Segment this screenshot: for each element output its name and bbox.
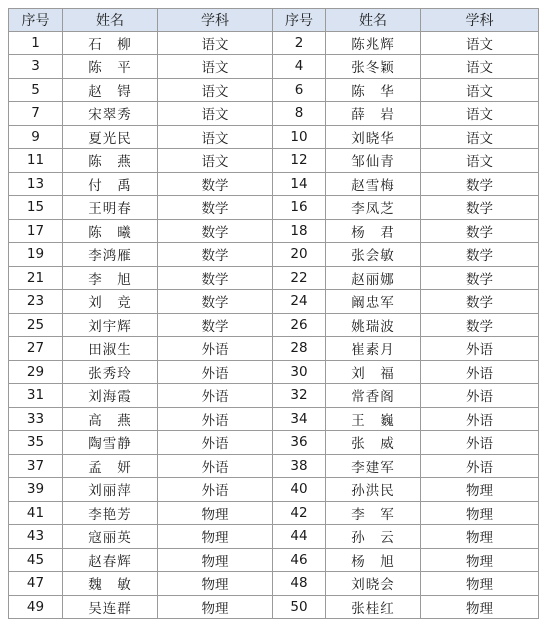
table-row xyxy=(9,595,539,619)
cell-subject-right: 物理 xyxy=(421,572,539,596)
cell-name-right: 张冬颖 xyxy=(326,55,421,79)
table-row xyxy=(9,149,539,173)
cell-number-right: 44 xyxy=(273,525,326,549)
cell-name-right: 姚瑞波 xyxy=(326,313,421,337)
cell-name-left: 陈 平 xyxy=(63,55,158,79)
cell-name-left: 石 柳 xyxy=(63,31,158,55)
cell-number-right: 26 xyxy=(273,313,326,337)
table-row xyxy=(9,548,539,572)
cell-name-left: 刘丽萍 xyxy=(63,478,158,502)
cell-subject-left: 外语 xyxy=(158,360,273,384)
cell-number-right: 30 xyxy=(273,360,326,384)
cell-number-left: 23 xyxy=(9,290,63,314)
cell-name-right: 孙洪民 xyxy=(326,478,421,502)
cell-subject-left: 语文 xyxy=(158,31,273,55)
cell-subject-left: 物理 xyxy=(158,525,273,549)
cell-name-right: 刘晓华 xyxy=(326,125,421,149)
cell-subject-right: 语文 xyxy=(421,125,539,149)
cell-number-left: 49 xyxy=(9,595,63,619)
cell-subject-right: 语文 xyxy=(421,78,539,102)
cell-subject-left: 数学 xyxy=(158,196,273,220)
cell-name-left: 赵春辉 xyxy=(63,548,158,572)
table-row xyxy=(9,407,539,431)
cell-number-left: 19 xyxy=(9,243,63,267)
cell-subject-right: 语文 xyxy=(421,102,539,126)
cell-subject-right: 数学 xyxy=(421,290,539,314)
cell-name-left: 高 燕 xyxy=(63,407,158,431)
cell-subject-right: 外语 xyxy=(421,360,539,384)
cell-subject-left: 外语 xyxy=(158,478,273,502)
cell-number-left: 35 xyxy=(9,431,63,455)
cell-name-left: 陶雪静 xyxy=(63,431,158,455)
cell-number-left: 15 xyxy=(9,196,63,220)
cell-subject-left: 外语 xyxy=(158,431,273,455)
cell-subject-right: 物理 xyxy=(421,525,539,549)
cell-number-left: 33 xyxy=(9,407,63,431)
cell-subject-left: 外语 xyxy=(158,337,273,361)
cell-subject-left: 物理 xyxy=(158,548,273,572)
cell-number-right: 6 xyxy=(273,78,326,102)
cell-name-left: 李艳芳 xyxy=(63,501,158,525)
table-row xyxy=(9,431,539,455)
table-row xyxy=(9,102,539,126)
cell-number-left: 5 xyxy=(9,78,63,102)
cell-name-right: 赵丽娜 xyxy=(326,266,421,290)
cell-number-left: 29 xyxy=(9,360,63,384)
cell-name-right: 邹仙青 xyxy=(326,149,421,173)
cell-number-right: 34 xyxy=(273,407,326,431)
cell-number-left: 37 xyxy=(9,454,63,478)
cell-name-left: 刘宇辉 xyxy=(63,313,158,337)
cell-name-left: 张秀玲 xyxy=(63,360,158,384)
cell-subject-right: 外语 xyxy=(421,337,539,361)
cell-number-right: 24 xyxy=(273,290,326,314)
cell-subject-right: 数学 xyxy=(421,266,539,290)
cell-name-left: 刘 竞 xyxy=(63,290,158,314)
table-row xyxy=(9,313,539,337)
cell-name-right: 杨 旭 xyxy=(326,548,421,572)
header-name-right: 姓名 xyxy=(326,9,421,32)
cell-name-right: 孙 云 xyxy=(326,525,421,549)
cell-name-right: 张 威 xyxy=(326,431,421,455)
table-row xyxy=(9,31,539,55)
cell-subject-left: 数学 xyxy=(158,219,273,243)
cell-subject-left: 语文 xyxy=(158,55,273,79)
cell-subject-right: 语文 xyxy=(421,149,539,173)
cell-subject-right: 数学 xyxy=(421,219,539,243)
cell-subject-left: 物理 xyxy=(158,595,273,619)
cell-subject-right: 物理 xyxy=(421,595,539,619)
cell-name-right: 陈兆辉 xyxy=(326,31,421,55)
cell-name-left: 陈 燕 xyxy=(63,149,158,173)
cell-name-left: 赵 锝 xyxy=(63,78,158,102)
cell-subject-right: 外语 xyxy=(421,407,539,431)
table-row xyxy=(9,266,539,290)
cell-subject-left: 数学 xyxy=(158,290,273,314)
cell-number-left: 25 xyxy=(9,313,63,337)
cell-number-right: 4 xyxy=(273,55,326,79)
header-subject-left: 学科 xyxy=(158,9,273,32)
table-row xyxy=(9,172,539,196)
cell-number-left: 9 xyxy=(9,125,63,149)
cell-name-right: 薛 岩 xyxy=(326,102,421,126)
cell-name-left: 付 禹 xyxy=(63,172,158,196)
cell-subject-left: 语文 xyxy=(158,125,273,149)
cell-name-left: 李 旭 xyxy=(63,266,158,290)
cell-subject-left: 语文 xyxy=(158,102,273,126)
table-row xyxy=(9,125,539,149)
cell-number-right: 10 xyxy=(273,125,326,149)
cell-number-left: 43 xyxy=(9,525,63,549)
cell-subject-left: 外语 xyxy=(158,407,273,431)
cell-name-right: 刘 福 xyxy=(326,360,421,384)
table-row xyxy=(9,454,539,478)
cell-subject-right: 外语 xyxy=(421,431,539,455)
header-subject-right: 学科 xyxy=(421,9,539,32)
cell-number-right: 20 xyxy=(273,243,326,267)
cell-subject-left: 物理 xyxy=(158,572,273,596)
cell-name-left: 魏 敏 xyxy=(63,572,158,596)
table-row xyxy=(9,501,539,525)
cell-number-right: 28 xyxy=(273,337,326,361)
header-number-left: 序号 xyxy=(9,9,63,32)
cell-number-right: 12 xyxy=(273,149,326,173)
table-row xyxy=(9,196,539,220)
cell-name-left: 陈 曦 xyxy=(63,219,158,243)
table-row xyxy=(9,219,539,243)
cell-number-right: 16 xyxy=(273,196,326,220)
teacher-roster-table xyxy=(8,8,539,619)
cell-name-right: 李 军 xyxy=(326,501,421,525)
table-row xyxy=(9,78,539,102)
table-row xyxy=(9,55,539,79)
cell-number-left: 47 xyxy=(9,572,63,596)
cell-subject-left: 外语 xyxy=(158,384,273,408)
cell-number-right: 32 xyxy=(273,384,326,408)
cell-number-right: 38 xyxy=(273,454,326,478)
cell-subject-left: 数学 xyxy=(158,313,273,337)
cell-subject-right: 数学 xyxy=(421,196,539,220)
cell-number-left: 13 xyxy=(9,172,63,196)
cell-number-right: 46 xyxy=(273,548,326,572)
cell-name-left: 王明春 xyxy=(63,196,158,220)
cell-subject-left: 外语 xyxy=(158,454,273,478)
roster-body xyxy=(9,31,539,619)
cell-subject-right: 数学 xyxy=(421,313,539,337)
cell-subject-left: 语文 xyxy=(158,78,273,102)
cell-number-right: 2 xyxy=(273,31,326,55)
cell-number-right: 48 xyxy=(273,572,326,596)
cell-subject-right: 数学 xyxy=(421,243,539,267)
cell-number-right: 22 xyxy=(273,266,326,290)
cell-number-left: 31 xyxy=(9,384,63,408)
cell-subject-right: 数学 xyxy=(421,172,539,196)
table-row xyxy=(9,243,539,267)
table-row xyxy=(9,384,539,408)
cell-number-right: 14 xyxy=(273,172,326,196)
cell-name-right: 陈 华 xyxy=(326,78,421,102)
cell-name-right: 张桂红 xyxy=(326,595,421,619)
cell-number-right: 18 xyxy=(273,219,326,243)
cell-number-right: 50 xyxy=(273,595,326,619)
cell-subject-right: 外语 xyxy=(421,384,539,408)
cell-name-right: 赵雪梅 xyxy=(326,172,421,196)
table-row xyxy=(9,478,539,502)
cell-name-left: 刘海霞 xyxy=(63,384,158,408)
cell-subject-right: 外语 xyxy=(421,454,539,478)
cell-name-right: 杨 君 xyxy=(326,219,421,243)
cell-number-left: 11 xyxy=(9,149,63,173)
cell-name-left: 李鸿雁 xyxy=(63,243,158,267)
table-row xyxy=(9,360,539,384)
cell-number-right: 8 xyxy=(273,102,326,126)
cell-number-left: 7 xyxy=(9,102,63,126)
cell-subject-right: 物理 xyxy=(421,501,539,525)
cell-name-right: 李建军 xyxy=(326,454,421,478)
cell-number-left: 1 xyxy=(9,31,63,55)
cell-name-left: 宋翠秀 xyxy=(63,102,158,126)
cell-number-left: 39 xyxy=(9,478,63,502)
cell-subject-right: 语文 xyxy=(421,55,539,79)
cell-name-right: 李凤芝 xyxy=(326,196,421,220)
cell-name-left: 吴连群 xyxy=(63,595,158,619)
cell-number-right: 36 xyxy=(273,431,326,455)
cell-number-right: 40 xyxy=(273,478,326,502)
cell-name-right: 王 巍 xyxy=(326,407,421,431)
cell-name-left: 寇丽英 xyxy=(63,525,158,549)
cell-subject-right: 语文 xyxy=(421,31,539,55)
cell-number-left: 21 xyxy=(9,266,63,290)
cell-number-left: 45 xyxy=(9,548,63,572)
table-row xyxy=(9,572,539,596)
cell-name-right: 常香阁 xyxy=(326,384,421,408)
cell-number-right: 42 xyxy=(273,501,326,525)
cell-name-left: 田淑生 xyxy=(63,337,158,361)
cell-number-left: 3 xyxy=(9,55,63,79)
header-number-right: 序号 xyxy=(273,9,326,32)
cell-number-left: 27 xyxy=(9,337,63,361)
cell-name-right: 张会敏 xyxy=(326,243,421,267)
cell-name-left: 夏光民 xyxy=(63,125,158,149)
cell-subject-right: 物理 xyxy=(421,548,539,572)
cell-name-right: 崔素月 xyxy=(326,337,421,361)
cell-name-left: 孟 妍 xyxy=(63,454,158,478)
cell-subject-left: 数学 xyxy=(158,172,273,196)
cell-subject-left: 语文 xyxy=(158,149,273,173)
header-name-left: 姓名 xyxy=(63,9,158,32)
table-row xyxy=(9,290,539,314)
cell-subject-left: 数学 xyxy=(158,266,273,290)
cell-subject-left: 物理 xyxy=(158,501,273,525)
header-row xyxy=(9,9,539,32)
cell-number-left: 41 xyxy=(9,501,63,525)
cell-name-right: 刘晓会 xyxy=(326,572,421,596)
table-row xyxy=(9,337,539,361)
table-row xyxy=(9,525,539,549)
cell-subject-left: 数学 xyxy=(158,243,273,267)
cell-number-left: 17 xyxy=(9,219,63,243)
cell-name-right: 阚忠军 xyxy=(326,290,421,314)
cell-subject-right: 物理 xyxy=(421,478,539,502)
